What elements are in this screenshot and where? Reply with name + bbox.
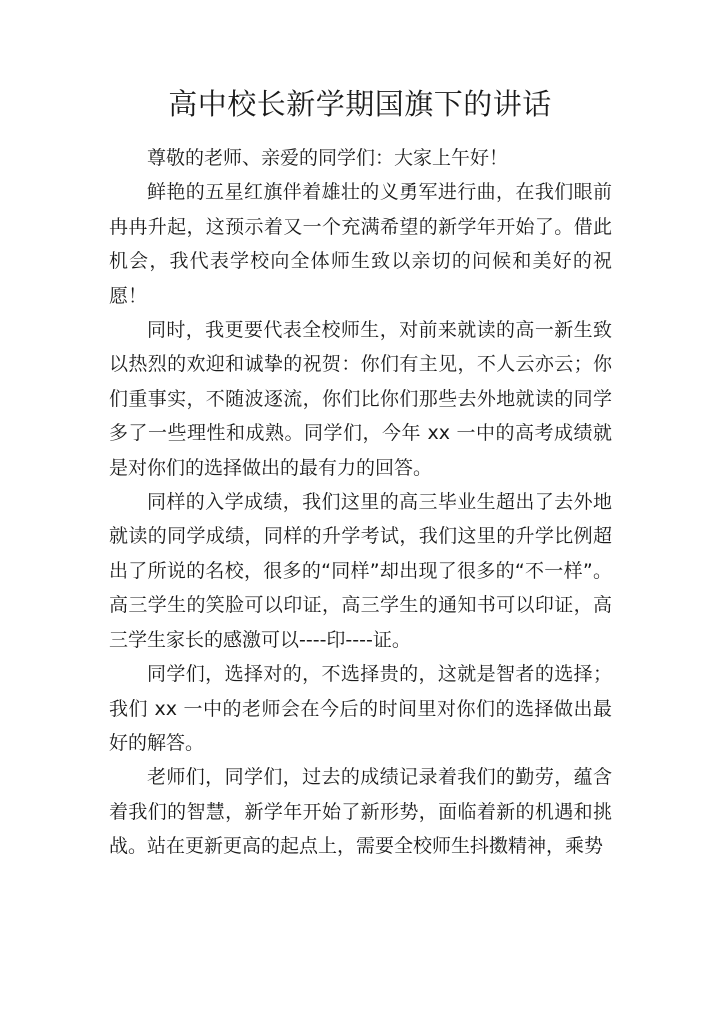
paragraph-new-semester: 老师们，同学们，过去的成绩记录着我们的勤劳，蕴含着我们的智慧，新学年开始了新形势，面临着新的机遇和挑战。站在更新更高的起点上，需要全校师生抖擞精神，乘势 xyxy=(109,766,612,858)
paragraph-greeting: 尊敬的老师、亲爱的同学们：大家上午好！ xyxy=(147,147,509,169)
page-title: 高中校长新学期国旗下的讲话 xyxy=(168,87,552,121)
paragraph-exam-results: 同样的入学成绩，我们这里的高三毕业生超出了去外地就读的同学成绩，同样的升学考试，我们这里的升学比例超出了所说的名校，很多的“同样”却出现了很多的“不一样”。高三学生的笑脸可以印证，高三学生的通知书可以印证，高三学生家长的感激可以----印----证。 xyxy=(109,491,612,651)
paragraph-flag-raising: 鲜艳的五星红旗伴着雄壮的义勇军进行曲，在我们眼前冉冉升起，这预示着又一个充满希望的新学年开始了。借此机会，我代表学校向全体师生致以亲切的问候和美好的祝愿！ xyxy=(109,181,612,307)
paragraph-wise-choice: 同学们，选择对的，不选择贵的，这就是智者的选择；我们 xx 一中的老师会在今后的时间里对你们的选择做出最好的解答。 xyxy=(109,663,612,754)
document-body xyxy=(109,141,612,864)
paragraph-welcome-freshmen: 同时，我更要代表全校师生，对前来就读的高一新生致以热烈的欢迎和诚挚的祝贺：你们有主见，不人云亦云；你们重事实，不随波逐流，你们比你们那些去外地就读的同学多了一些理性和成熟。同学们，今年 xx 一中的高考成绩就是对你们的选择做出的最有力的回答。 xyxy=(109,319,612,479)
